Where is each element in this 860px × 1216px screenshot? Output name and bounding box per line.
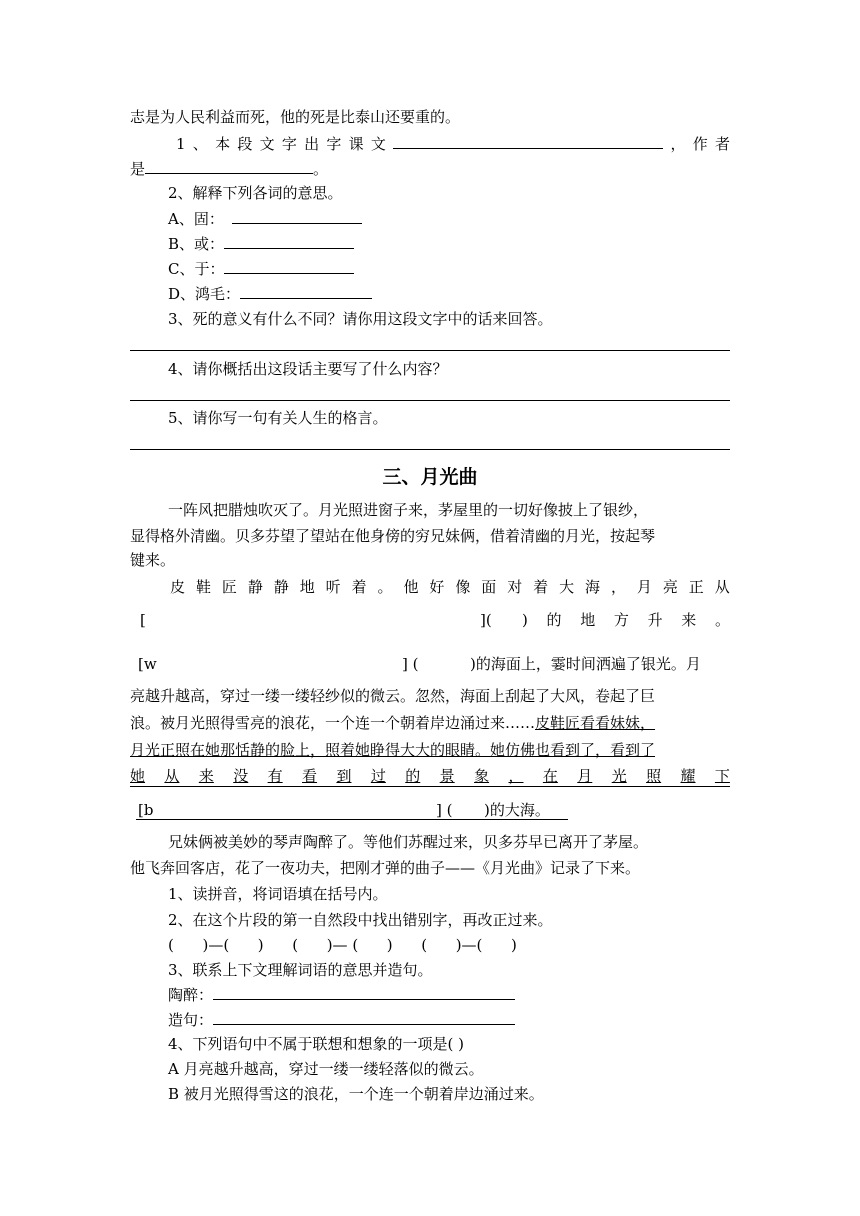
- passage-line: )的海面上，霎时间洒遍了银光。月: [470, 655, 701, 673]
- q1-char: 、: [192, 135, 208, 153]
- option-b: B 被月光照得雪这的浪花，一个连一个朝着岸边涌过来。: [168, 1085, 544, 1103]
- char: 像: [455, 578, 471, 596]
- q1-char: 本: [215, 135, 231, 153]
- passage-line: 显得格外清幽。贝多芬望了望站在他身傍的穷兄妹俩，借着清幽的月光，按起琴: [130, 527, 656, 545]
- underlined-text: 皮鞋匠看看妹妹，: [535, 714, 656, 732]
- q2-item-d: [168, 284, 372, 304]
- question-2: 2、在这个片段的第一自然段中找出错别字，再改正过来。: [168, 911, 553, 929]
- q1-char: 课: [348, 135, 364, 153]
- q2-label: A、固：: [168, 210, 224, 228]
- q3-item-a: [168, 985, 515, 1005]
- q1-char: 文: [259, 135, 275, 153]
- char: 的: [405, 767, 421, 785]
- char: ，: [508, 767, 524, 785]
- char: 地: [299, 578, 315, 596]
- q2-b-blank[interactable]: [224, 234, 354, 249]
- char: 地: [580, 611, 596, 629]
- char: 没: [233, 767, 249, 785]
- passage-line: [170, 577, 730, 597]
- char: 。: [714, 611, 730, 629]
- pinyin-bracket-open: [b: [138, 801, 154, 819]
- q1-char: 者: [714, 135, 730, 153]
- q1-char: ，: [670, 135, 686, 153]
- q1-char: 作: [692, 135, 708, 153]
- pinyin-bracket-open: [: [140, 611, 146, 629]
- option-a: A 月亮越升越高，穿过一缕一缕轻落似的微云。: [168, 1060, 484, 1078]
- source-text-blank[interactable]: [393, 134, 663, 149]
- q2-label: B、或：: [168, 235, 225, 253]
- q1-char: 字: [281, 135, 297, 153]
- passage-line: 键来。: [130, 551, 176, 569]
- author-blank[interactable]: [145, 159, 313, 174]
- question-3: 3、联系上下文理解词语的意思并造句。: [168, 961, 433, 979]
- char: 月: [577, 767, 593, 785]
- char: 听: [325, 578, 341, 596]
- char: 着: [533, 578, 549, 596]
- pinyin-bracket-close[interactable]: ](: [480, 611, 492, 629]
- q1-char: 1: [176, 135, 186, 153]
- char: 对: [507, 578, 523, 596]
- correction-pairs[interactable]: ( )—( ) ( )— ( ) ( )—( ): [168, 936, 517, 954]
- char: 好: [429, 578, 445, 596]
- q3-item-b: [168, 1010, 515, 1030]
- question-4: 4、下列语句中不属于联想和想象的一项是( ): [168, 1035, 465, 1053]
- char: 。: [377, 578, 393, 596]
- char: 象: [474, 767, 490, 785]
- q3-a-blank[interactable]: [213, 985, 515, 1000]
- char: 匠: [221, 578, 237, 596]
- char: 月: [636, 578, 652, 596]
- char: 着: [351, 578, 367, 596]
- underline-rule: [136, 819, 568, 820]
- char: 过: [370, 767, 386, 785]
- passage-line: [522, 610, 730, 630]
- q1-char: 字: [326, 135, 342, 153]
- char: 亮: [662, 578, 678, 596]
- q1-period: 。: [313, 160, 329, 178]
- answer-line[interactable]: [130, 449, 730, 450]
- char: 大: [559, 578, 575, 596]
- passage-line: 他飞奔回客店，花了一夜功夫，把刚才弹的曲子——《月光曲》记录了下来。: [130, 859, 641, 877]
- char: 看: [302, 767, 318, 785]
- char: 海: [585, 578, 601, 596]
- char: ，: [610, 578, 626, 596]
- q2-item-b: [168, 234, 354, 254]
- underlined-text: [130, 766, 730, 787]
- char: 正: [688, 578, 704, 596]
- pinyin-bracket-open: [w: [138, 655, 157, 673]
- q1-char: 段: [237, 135, 253, 153]
- char: 景: [439, 767, 455, 785]
- question-2: 2、解释下列各词的意思。: [168, 184, 343, 202]
- text-plain: 浪。被月光照得雪亮的浪花，一个连一个朝着岸边涌过来……: [130, 714, 536, 732]
- q2-item-a: [168, 209, 362, 229]
- passage-line: [130, 713, 655, 733]
- char: 静: [247, 578, 263, 596]
- char: 静: [273, 578, 289, 596]
- q2-label: D、鸿毛：: [168, 285, 241, 303]
- char: 照: [646, 767, 662, 785]
- passage-line: 兄妹俩被美妙的琴声陶醉了。等他们苏醒过来，贝多芬早已离开了茅屋。: [168, 833, 649, 851]
- char: 来: [198, 767, 214, 785]
- q1-char: 出: [304, 135, 320, 153]
- q2-item-c: [168, 259, 354, 279]
- q1-char: 文: [370, 135, 386, 153]
- char: 到: [336, 767, 352, 785]
- char: 下: [714, 767, 730, 785]
- char: 从: [164, 767, 180, 785]
- q2-label: C、于：: [168, 260, 225, 278]
- question-1-line: [176, 134, 730, 154]
- char: 方: [613, 611, 629, 629]
- q2-a-blank[interactable]: [232, 209, 362, 224]
- char: 升: [647, 611, 663, 629]
- char: 光: [611, 767, 627, 785]
- char: 来: [681, 611, 697, 629]
- pinyin-bracket-close[interactable]: ] (: [402, 655, 419, 673]
- char: 在: [542, 767, 558, 785]
- q3-label: 陶醉：: [168, 986, 214, 1004]
- answer-line[interactable]: [130, 400, 730, 401]
- char: 耀: [680, 767, 696, 785]
- char: 鞋: [195, 578, 211, 596]
- char: 面: [481, 578, 497, 596]
- q3-b-blank[interactable]: [213, 1010, 515, 1025]
- q2-d-blank[interactable]: [240, 284, 372, 299]
- char: 他: [403, 578, 419, 596]
- pinyin-bracket-close[interactable]: ] (: [436, 801, 453, 819]
- char: 皮: [170, 578, 186, 596]
- question-4: 4、请你概括出这段话主要写了什么内容？: [168, 360, 448, 378]
- char: 的: [546, 611, 562, 629]
- question-1: 1、读拼音，将词语填在括号内。: [168, 885, 388, 903]
- question-5: 5、请你写一句有关人生的格言。: [168, 409, 388, 427]
- char: 有: [267, 767, 283, 785]
- q3-label: 造句：: [168, 1011, 214, 1029]
- passage-line: 一阵风把腊烛吹灭了。月光照进窗子来，茅屋里的一切好像披上了银纱，: [168, 501, 649, 519]
- passage-line: 志是为人民利益而死，他的死是比泰山还要重的。: [130, 108, 461, 126]
- q2-c-blank[interactable]: [224, 259, 354, 274]
- question-1-author-line: [130, 159, 328, 179]
- underlined-text: 月光正照在她那恬静的脸上，照着她睁得大大的眼睛。她仿佛也看到了，看到了: [130, 741, 656, 759]
- char: 她: [130, 767, 146, 785]
- question-3: 3、死的意义有什么不同？请你用这段文字中的话来回答。: [168, 310, 553, 328]
- char: ): [522, 611, 528, 629]
- char: 从: [714, 578, 730, 596]
- passage-line: )的大海。: [484, 801, 550, 819]
- answer-line[interactable]: [130, 350, 730, 351]
- q1-label: 是: [130, 160, 146, 178]
- passage-line: 亮越升越高，穿过一缕一缕轻纱似的微云。忽然，海面上刮起了大风，卷起了巨: [130, 687, 656, 705]
- section-title: 三、月光曲: [382, 466, 478, 488]
